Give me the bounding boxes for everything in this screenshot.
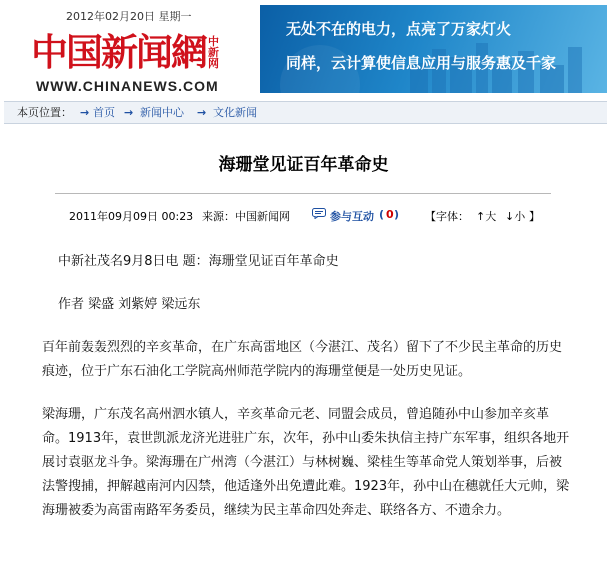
interact-link[interactable]: 参与互动 — [330, 210, 374, 223]
font-small-button[interactable]: ↓小 — [505, 210, 526, 223]
header-date: 2012年02月20日 星期一 — [66, 10, 192, 23]
ad-banner[interactable] — [260, 5, 607, 93]
breadcrumb-prefix: 本页位置： — [17, 106, 72, 119]
article-dateline: 中新社茂名9月8日电 题：海珊堂见证百年革命史 — [58, 254, 339, 269]
site-logo[interactable]: 中国新闻網 — [31, 30, 206, 74]
breadcrumb-home-link[interactable]: 首页 — [93, 106, 115, 119]
font-large-button[interactable]: ↑大 — [476, 210, 497, 223]
interact-count-close: ) — [394, 208, 400, 221]
banner-subline: 同样，云计算使信息应用与服务惠及千家 — [286, 54, 557, 72]
font-size-label: 【字体： — [425, 210, 469, 223]
title-divider — [55, 193, 551, 194]
interact-count: 0 — [386, 208, 394, 221]
breadcrumb-separator: → — [124, 106, 134, 119]
article-title: 海珊堂见证百年革命史 — [218, 155, 389, 175]
article-body — [42, 250, 607, 523]
article-paragraph: 百年前轰轰烈烈的辛亥革命，在广东高雷地区（今湛江、茂名）留下了不少民主革命的历史痕迹，位于广东石油化工学院高州师范学院内的海珊堂便是一处历史见证。 — [42, 340, 563, 379]
article-source: 来源：中国新闻网 — [202, 210, 290, 223]
article-byline: 作者 梁盛 刘紫婷 梁远东 — [58, 297, 201, 312]
site-logo-sub: 中新网 — [208, 35, 219, 70]
interact-count-open: ( — [379, 208, 385, 221]
site-url[interactable]: WWW.CHINANEWS.COM — [36, 78, 219, 94]
breadcrumb-news-center-link[interactable]: 新闻中心 — [140, 106, 184, 119]
site-header — [0, 0, 607, 100]
article-paragraph: 梁海珊，广东茂名高州泗水镇人，辛亥革命元老、同盟会成员，曾追随孙中山参加辛亥革命。1913年，袁世凯派龙济光进驻广东，次年，孙中山委朱执信主持广东军事，组织各地开展讨袁驱龙斗争。梁海珊在广州湾（今湛江）与林树巍、梁桂生等革命党人策划举事，后被法警搜捕，押解越南河内囚禁，他适逢外出免遭此难。1923年，孙中山在穗就任大元帅，梁海珊被委为高雷南路军务委员，继续为民主革命四处奔走、联络各方、不遗余力。 — [42, 407, 570, 518]
banner-headline: 无处不在的电力，点亮了万家灯火 — [286, 20, 512, 38]
article-datetime: 2011年09月09日 00:23 — [69, 210, 194, 223]
breadcrumb — [4, 101, 607, 124]
comment-icon[interactable] — [312, 208, 326, 219]
font-size-close: 】 — [529, 210, 540, 223]
breadcrumb-culture-news-link[interactable]: 文化新闻 — [213, 106, 257, 119]
breadcrumb-separator: → — [80, 106, 90, 119]
breadcrumb-separator: → — [197, 106, 207, 119]
